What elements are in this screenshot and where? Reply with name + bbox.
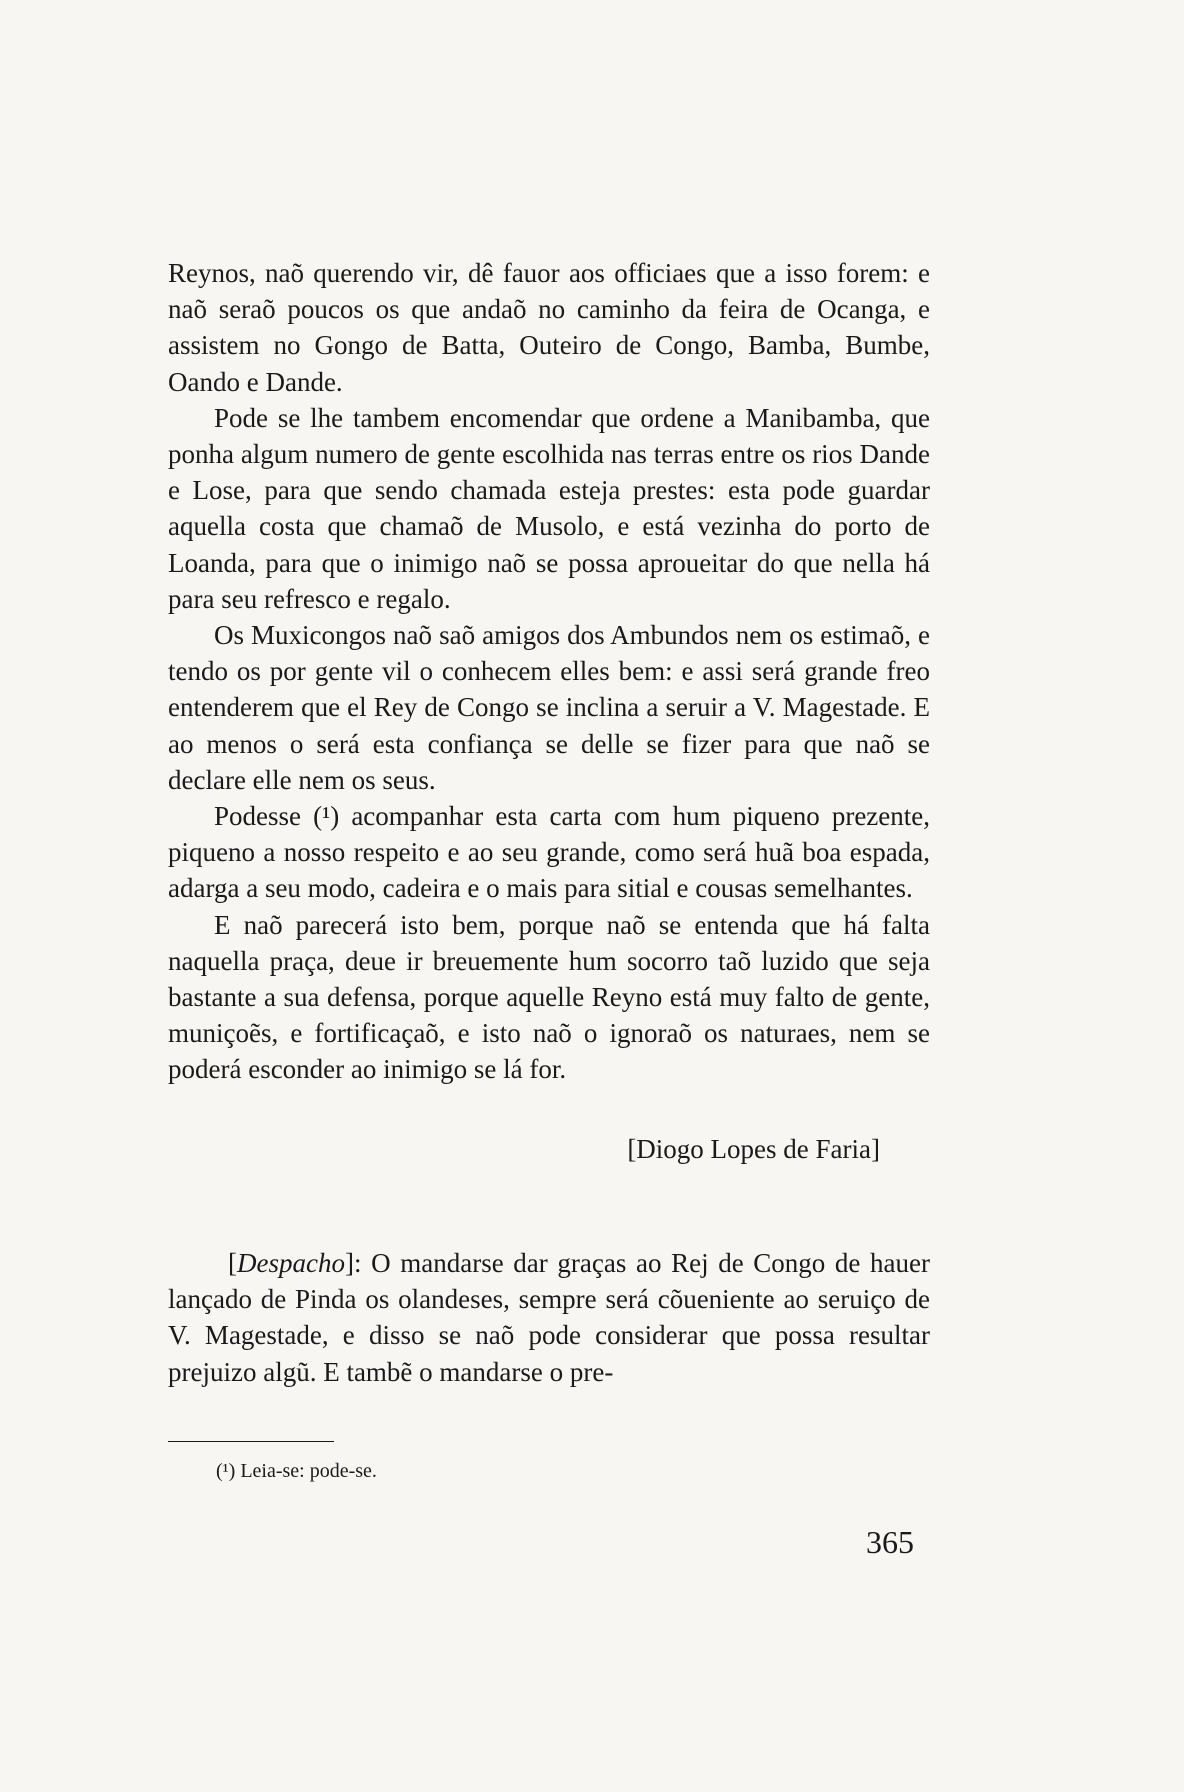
footnote-reference: (¹) — [313, 801, 340, 832]
despacho-label: Despacho — [237, 1248, 345, 1278]
despacho-close-bracket: ] — [344, 1248, 354, 1278]
despacho-paragraph — [168, 1245, 930, 1390]
paragraph-3: Os Muxicongos naõ saõ amigos dos Ambundos nem os estimaõ, e tendo os por gente vil o conhecem elles bem: e assi será grande freo entenderem que el Rey de Congo se inclina a seruir a V. Magestade. E ao menos o será esta confiança se delle se fizer para que naõ se declare elle nem os seus. — [168, 620, 930, 795]
despacho-open-bracket: [ — [228, 1248, 237, 1278]
despacho-text: : O mandarse dar graças ao Rej de Congo de hauer lançado de Pinda os olandeses, sempre será cõueniente ao seruiço de V. Magestade, e disso se naõ pode considerar que possa resultar prejuizo algũ. E tambẽ o mandarse o pre- — [168, 1248, 930, 1387]
paragraph-2: Pode se lhe tambem encomendar que ordene a Manibamba, que ponha algum numero de gente escolhida nas terras entre os rios Dande e Lose, para que sendo chamada esteja prestes: esta pode guardar aquella costa que chamaõ de Musolo, e está vezinha do porto de Loanda, para que o inimigo naõ se possa aproueitar do que nella há para seu refresco e regalo. — [168, 402, 930, 614]
footnote-divider — [168, 1441, 334, 1442]
page-number: 365 — [866, 1524, 914, 1560]
paragraph-4 — [168, 798, 930, 907]
footnote — [216, 1458, 377, 1484]
paragraph-4-first-word: Podesse — [214, 801, 301, 832]
paragraph-1: Reynos, naõ querendo vir, dê fauor aos officiaes que a isso forem: e naõ seraõ poucos os que andaõ no caminho da feira de Ocanga, e assistem no Gongo de Batta, Outeiro de Congo, Bamba, Bumbe, Oando e Dande. — [168, 258, 930, 397]
footnote-text: Leia-se: pode-se. — [240, 1460, 377, 1482]
paragraph-5: E naõ parecerá isto bem, porque naõ se entenda que há falta naquella praça, deue ir breuemente hum socorro taõ luzido que seja bastante a sua defensa, porque aquelle Reyno está muy falto de gente, muniçoẽs, e fortificaçaõ, e isto naõ o ignoraõ os naturaes, nem se poderá esconder ao inimigo se lá for. — [168, 909, 930, 1085]
footnote-mark: (¹) — [216, 1460, 236, 1482]
body-text — [168, 255, 930, 1088]
signature: [Diogo Lopes de Faria] — [627, 1134, 880, 1164]
paragraph-4-text: acompanhar esta carta com hum piqueno prezente, piqueno a nosso respeito e ao seu grande, como será huã boa espada, adarga a seu modo, cadeira e o mais para sitial e cousas semelhantes. — [168, 801, 931, 904]
